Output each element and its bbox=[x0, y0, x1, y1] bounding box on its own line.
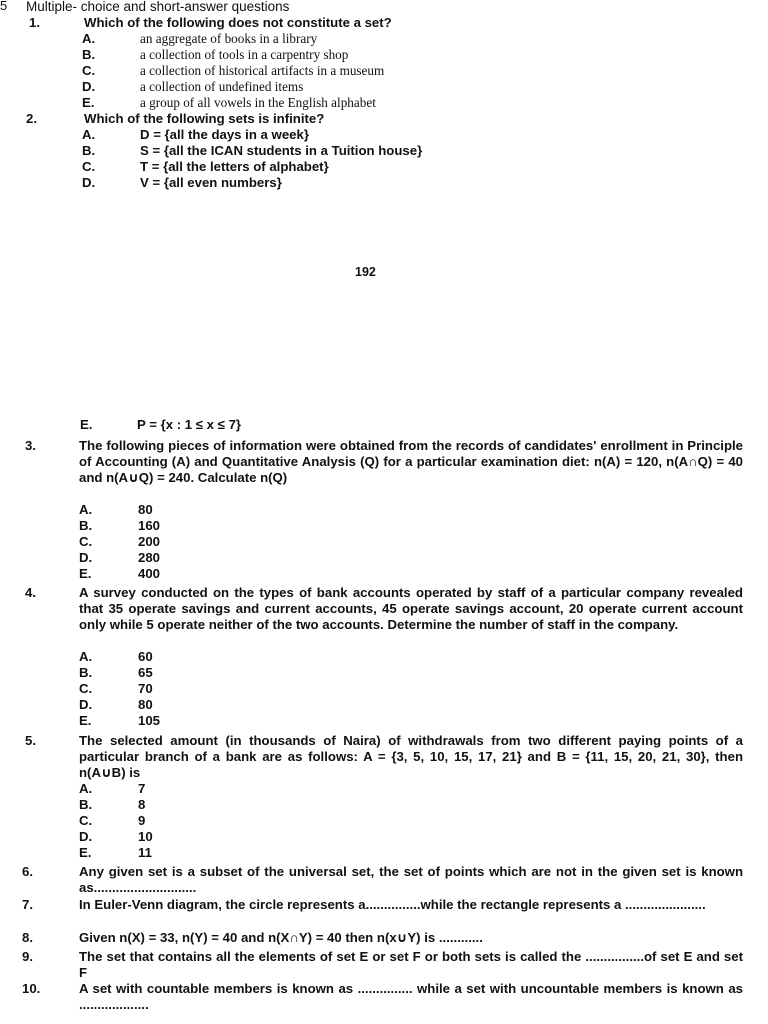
question-text: A set with countable members is known as ............... while a set with uncountable members is known as ................... bbox=[79, 981, 743, 1012]
option-text: V = {all even numbers} bbox=[140, 175, 282, 190]
option-text: 200 bbox=[138, 534, 161, 549]
section-heading: Multiple- choice and short-answer questions bbox=[26, 0, 290, 14]
question-text: Given n(X) = 33, n(Y) = 40 and n(X∩Y) = 40 then n(x∪Y) is ............ bbox=[79, 930, 483, 945]
question-number: 2. bbox=[26, 111, 37, 126]
question-number: 5. bbox=[25, 733, 36, 748]
option-text: 60 bbox=[138, 649, 153, 664]
option-text: 105 bbox=[138, 713, 161, 728]
option-letter: D. bbox=[82, 79, 96, 94]
option-letter: C. bbox=[82, 159, 96, 174]
question-text: A survey conducted on the types of bank accounts operated by staff of a particular company revealed that 35 operate savings and current accounts, 45 operate savings account, 20 operate current account only while 5 operate neither of the two accounts. Determine the number of staff in the company. bbox=[79, 585, 743, 632]
option-letter: B. bbox=[82, 143, 96, 158]
option-text: a collection of tools in a carpentry shop bbox=[140, 47, 349, 62]
question-number: 8. bbox=[22, 930, 33, 945]
option-letter: C. bbox=[79, 813, 93, 828]
question-text: The selected amount (in thousands of Naira) of withdrawals from two different paying points of a particular branch of a bank are as follows: A = {3, 5, 10, 15, 17, 21} and B = {11, 15, 20, 21, 30}, then n(A∪B) is bbox=[79, 733, 743, 780]
option-text: 9 bbox=[138, 813, 146, 828]
option-letter: E. bbox=[79, 713, 92, 728]
section-marker: 5 bbox=[0, 0, 8, 13]
option-letter: A. bbox=[82, 31, 96, 46]
question-text: Any given set is a subset of the universal set, the set of points which are not in the given set is known as............................ bbox=[79, 864, 743, 895]
option-letter: C. bbox=[79, 681, 93, 696]
question-number: 6. bbox=[22, 864, 33, 879]
option-letter: B. bbox=[79, 518, 93, 533]
question-text: The following pieces of information were obtained from the records of candidates' enrollment in Principle of Accounting (A) and Quantitative Analysis (Q) for a particular examination diet: n(A) = 120, n(A∩Q) = 40 and n(A∪Q) = 240. Calculate n(Q) bbox=[79, 438, 743, 485]
question-number: 4. bbox=[25, 585, 36, 600]
option-text: 10 bbox=[138, 829, 153, 844]
option-letter: E. bbox=[79, 566, 92, 581]
question-number: 9. bbox=[22, 949, 33, 964]
option-text: P = {x : 1 ≤ x ≤ 7} bbox=[137, 417, 242, 432]
option-letter: B. bbox=[82, 47, 96, 62]
option-letter: D. bbox=[79, 550, 93, 565]
option-letter: E. bbox=[79, 845, 92, 860]
question-text: In Euler-Venn diagram, the circle represents a...............while the rectangle represents a ...................... bbox=[79, 897, 706, 912]
option-text: 80 bbox=[138, 502, 153, 517]
page-number: 192 bbox=[355, 265, 376, 279]
option-text: 11 bbox=[138, 845, 152, 860]
option-text: a group of all vowels in the English alphabet bbox=[140, 95, 376, 110]
question-text: Which of the following does not constitute a set? bbox=[84, 15, 392, 30]
option-letter: A. bbox=[79, 502, 93, 517]
option-letter: A. bbox=[79, 649, 93, 664]
option-letter: C. bbox=[79, 534, 93, 549]
option-text: a collection of undefined items bbox=[140, 79, 304, 94]
option-text: T = {all the letters of alphabet} bbox=[140, 159, 329, 174]
option-text: 7 bbox=[138, 781, 146, 796]
question-number: 1. bbox=[29, 15, 40, 30]
question-number: 3. bbox=[25, 438, 36, 453]
option-text: 400 bbox=[138, 566, 161, 581]
option-letter: E. bbox=[82, 95, 95, 110]
option-text: a collection of historical artifacts in a museum bbox=[140, 63, 385, 78]
option-text: 160 bbox=[138, 518, 161, 533]
option-letter: A. bbox=[79, 781, 93, 796]
question-text: Which of the following sets is infinite? bbox=[84, 111, 325, 126]
option-letter: A. bbox=[82, 127, 96, 142]
question-text: The set that contains all the elements of set E or set F or both sets is called the ................of set E and set F bbox=[79, 949, 743, 980]
option-letter: D. bbox=[79, 829, 93, 844]
option-letter: B. bbox=[79, 665, 93, 680]
question-number: 7. bbox=[22, 897, 33, 912]
option-text: D = {all the days in a week} bbox=[140, 127, 309, 142]
option-letter: C. bbox=[82, 63, 96, 78]
option-text: 70 bbox=[138, 681, 153, 696]
option-text: 280 bbox=[138, 550, 161, 565]
question-number: 10. bbox=[22, 981, 41, 996]
option-text: S = {all the ICAN students in a Tuition house} bbox=[140, 143, 423, 158]
option-text: 8 bbox=[138, 797, 146, 812]
option-letter: D. bbox=[79, 697, 93, 712]
option-letter: D. bbox=[82, 175, 96, 190]
option-text: 65 bbox=[138, 665, 153, 680]
option-letter: B. bbox=[79, 797, 93, 812]
option-letter: E. bbox=[80, 417, 93, 432]
option-text: 80 bbox=[138, 697, 153, 712]
option-text: an aggregate of books in a library bbox=[140, 31, 318, 46]
